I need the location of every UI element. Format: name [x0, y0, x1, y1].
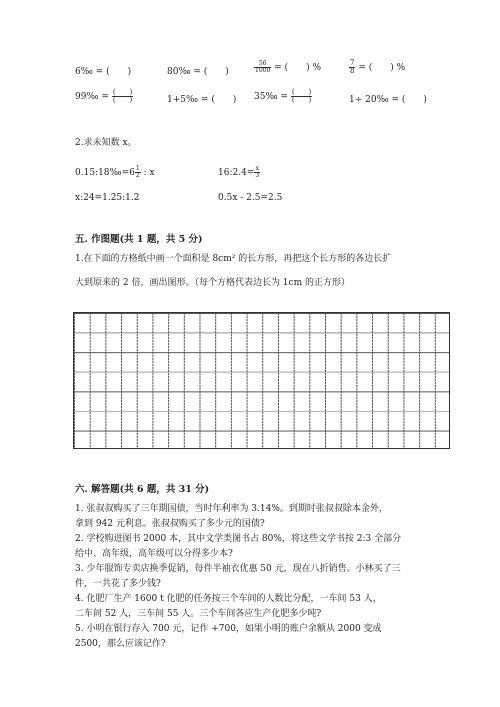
section-6-line: 给中、高年级，高年级可以分得多少本? [75, 549, 233, 559]
fraction [349, 60, 355, 75]
row1-item-d-rest: = ( ) % [358, 63, 406, 73]
section-5-line-1: 1.在下面的方格纸中画一个面积是 8cm² 的长方形，再把这个长方形的各边长扩 [75, 254, 392, 264]
section-6-line: 2500，那么应该记作? [75, 639, 166, 649]
equation-4: 0.5x - 2.5=2.5 [218, 193, 283, 203]
fraction-numerator: 56 [254, 61, 271, 68]
equation-2 [218, 166, 260, 179]
row1-item-c [254, 60, 321, 74]
row2-item-c [254, 89, 312, 104]
q2-title: 2.求未知数 x。 [75, 138, 137, 148]
fraction [254, 61, 271, 74]
row2-item-b: 1+5‰ = ( ) [167, 95, 237, 105]
equation-3: x:24=1.25:1.2 [75, 193, 140, 203]
section-6-line: 件，一共花了多少钱? [75, 579, 161, 589]
section-6-line: 二车间 52 人，三车间 55 人。三个车间各应生产化肥多少吨? [75, 609, 322, 619]
row2-item-a [75, 89, 133, 104]
equation-1-pre: 0.15:18‰=6 [75, 168, 135, 178]
fraction-numerator: 1 [135, 165, 140, 172]
section-6-line: 1. 张叔叔购买了三年期国债，当时年利率为 3.14%。到期时张叔叔除本金外， [75, 504, 388, 514]
fraction-numerator: ( ) [291, 88, 312, 96]
section-5-line-2: 大到原来的 2 倍，画出图形。（每个方格代表边长为 1cm 的正方形） [75, 278, 350, 288]
equation-2-pre: 16:2.4= [218, 168, 255, 178]
section-5-title: 五. 作图题(共 1 题，共 5 分) [75, 234, 203, 245]
row2-item-d: 1÷ 20‰ = ( ) [349, 95, 427, 105]
row2-item-c-pre: 35‰ = [254, 92, 288, 102]
grid-dash-overlay [74, 313, 449, 448]
row1-item-d [349, 60, 405, 75]
grid-paper [73, 312, 450, 449]
fraction-denominator: 3 [255, 172, 260, 179]
fraction-numerator: x [255, 165, 259, 172]
section-6-line: 3. 少年服饰专卖店换季促销，每件半袖衣优惠 50 元，现在八折销售。小林买了三 [75, 564, 401, 574]
section-6-line: 2. 学校购进图书 2000 本，其中文学类图书占 80%，将这些文学书按 2:3 全部分 [75, 534, 402, 544]
equation-1-post: : x [143, 168, 155, 178]
row1-item-c-rest: = ( ) % [274, 63, 321, 73]
section-6-title: 六. 解答题(共 6 题，共 31 分) [75, 484, 210, 495]
section-6-line: 5. 小明在银行存入 700 元，记作 +700，如果小明的账户余额从 2000 变成 [75, 624, 382, 634]
row2-item-a-pre: 99‰ = [75, 92, 109, 102]
fraction [291, 89, 312, 104]
fraction-denominator: 1000 [255, 67, 271, 74]
section-6-line: 4. 化肥厂生产 1600 t 化肥的任务按三个车间的人数比分配，一车间 53 人， [75, 594, 382, 604]
fraction-denominator: 2 [135, 172, 140, 179]
fraction-denominator: 8 [350, 67, 355, 75]
fraction [112, 89, 133, 104]
fraction-denominator: ( ) [112, 96, 133, 104]
fraction-denominator: ( ) [291, 96, 312, 104]
fraction-numerator: 7 [350, 59, 355, 67]
fraction [254, 166, 260, 179]
fraction-numerator: ( ) [112, 88, 133, 96]
equation-1 [75, 166, 155, 179]
section-6-line: 拿到 942 元利息。张叔叔购买了多少元的国债? [75, 519, 265, 529]
fraction [135, 166, 141, 179]
row1-item-a: 6‰ = ( ) [75, 67, 132, 77]
row1-item-b: 80‰ = ( ) [167, 67, 229, 77]
